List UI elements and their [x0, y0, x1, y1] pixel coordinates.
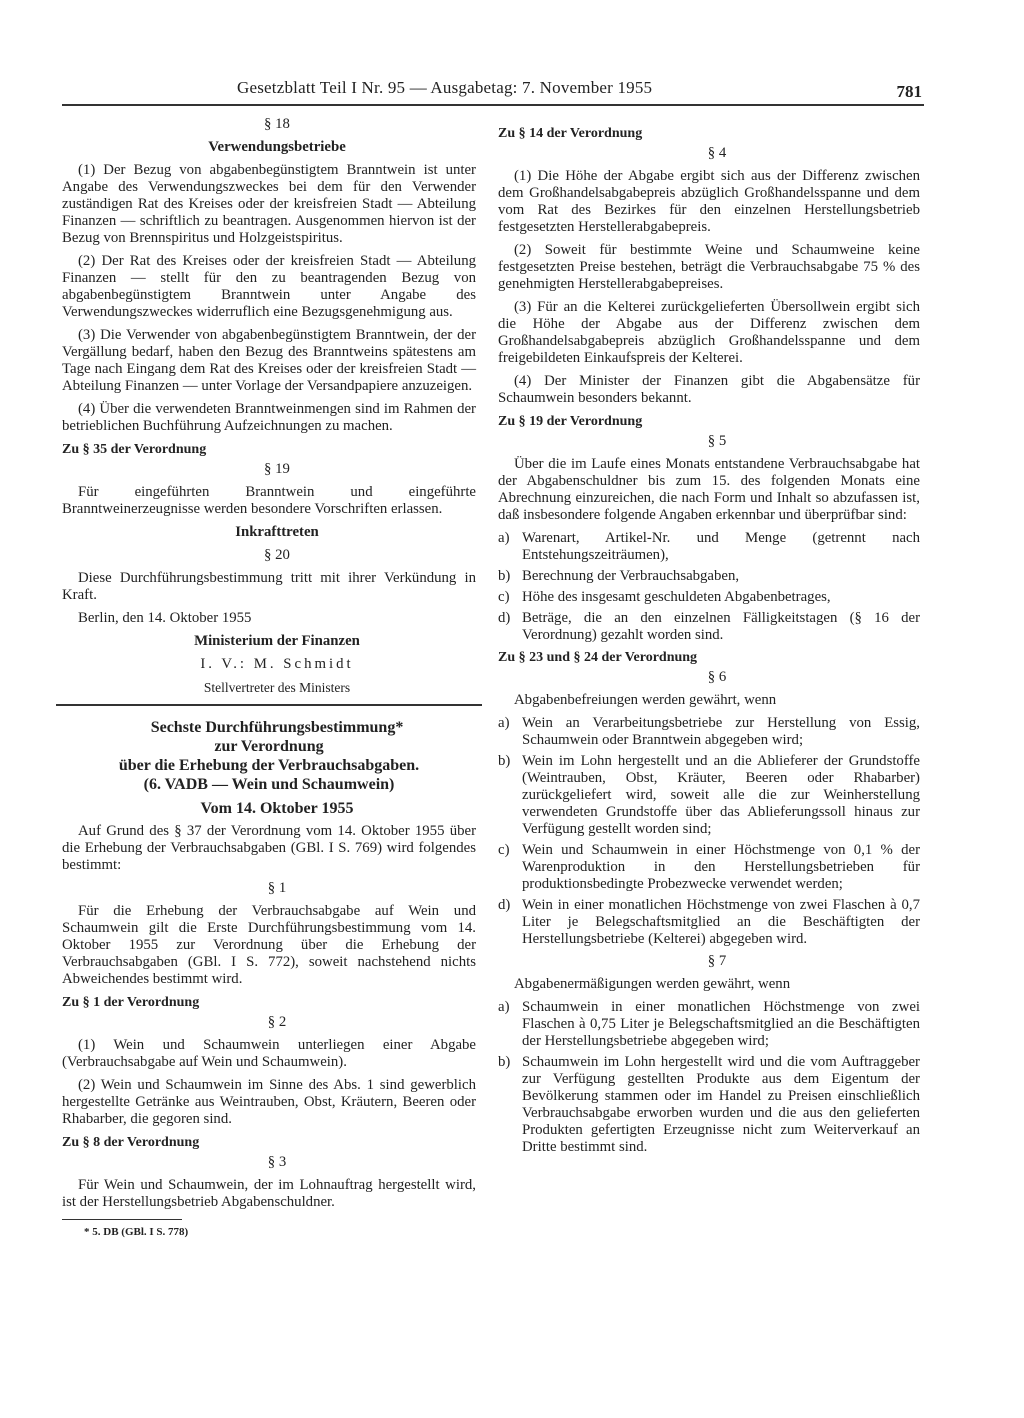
- list-item-text: Wein in einer monatlichen Höchstmenge von zwei Flaschen à 0,7 Liter je Belegschaftsmitglied an die Beschäftigten der Herstellungsbetriebe (Kelterei) abgegeben wird.: [522, 897, 920, 947]
- paragraph: (4) Der Minister der Finanzen gibt die Abgabensätze für Schaumwein besonders bekannt.: [498, 373, 920, 406]
- list-item-label: a): [498, 999, 510, 1015]
- paragraph: (2) Wein und Schaumwein im Sinne des Abs. 1 sind gewerblich hergestellte Getränke aus Weintrauben, Obst, Kräutern, Beeren oder Rhabarber, die gegoren sind.: [62, 1077, 476, 1127]
- signature: [62, 656, 476, 673]
- list-item-label: a): [498, 530, 510, 546]
- paragraph: (1) Die Höhe der Abgabe ergibt sich aus der Differenz zwischen dem Großhandelsabgabepreis abzüglich Großhandelsspanne und dem vom Rat des Bezirkes für den einzelnen Herstellungsbetrieb festgesetzten Herstellerabgabepreis.: [498, 168, 920, 235]
- section-title: Inkrafttreten: [235, 524, 319, 540]
- paragraph: (1) Der Bezug von abgabenbegünstigtem Branntwein ist unter Angabe des Verwendungszweckes bei dem für den Verwender zuständigen Rat des Kreises oder der kreisfreien Stadt — Abteilung Finanzen — schriftlich zu beantragen. Ausgenommen hiervon ist der Bezug von Brennspiritus und Holzgeistspiritus.: [62, 162, 476, 246]
- decree-date: Vom 14. Oktober 1955: [200, 800, 354, 817]
- list-item: [498, 897, 920, 948]
- list-item-text: Wein an Verarbeitungsbetriebe zur Herstellung von Essig, Schaumwein oder Branntwein abgegeben wird;: [522, 715, 920, 748]
- regulation-reference: Zu § 14 der Verordnung: [498, 126, 643, 141]
- list-item-text: Berechnung der Verbrauchsabgaben,: [522, 568, 740, 584]
- section-number: § 4: [707, 145, 727, 161]
- list-item-text: Warenart, Artikel-Nr. und Menge (getrennt nach Entstehungszeiträumen),: [522, 530, 920, 563]
- list-item-text: Schaumwein in einer monatlichen Höchstmenge von zwei Flaschen à 0,75 Liter je Belegschaftsmitglied an die Beschäftigten der Herstellungsbetriebe abgegeben wird;: [522, 999, 920, 1049]
- decree-title-line: zur Verordnung: [214, 738, 324, 755]
- list-item-label: c): [498, 842, 510, 858]
- place-date: Berlin, den 14. Oktober 1955: [78, 610, 252, 626]
- list-item: [498, 1054, 920, 1156]
- paragraph: Für Wein und Schaumwein, der im Lohnauftrag hergestellt wird, ist der Herstellungsbetrieb Abgabenschuldner.: [62, 1177, 476, 1210]
- section-number: § 7: [707, 953, 727, 969]
- paragraph: Auf Grund des § 37 der Verordnung vom 14. Oktober 1955 über die Erhebung der Verbrauchsabgaben (GBl. I S. 769) wird folgendes bestimmt:: [62, 823, 476, 873]
- list-item-text: Wein und Schaumwein in einer Höchstmenge von 0,1 % der Warenproduktion in den Herstellungsbetrieben für produktionsbedingte Probezwecke verwendet werden;: [522, 842, 920, 892]
- list-item-label: d): [498, 897, 511, 913]
- section-number: § 6: [707, 669, 727, 685]
- footnote: * 5. DB (GBl. I S. 778): [84, 1226, 189, 1238]
- list-item-label: c): [498, 589, 510, 605]
- paragraph: Über die im Laufe eines Monats entstandene Verbrauchsabgabe hat der Abgabenschuldner bis zum 15. des folgenden Monats eine Abrechnung einzureichen, die nach Form und Inhalt so abzufassen ist, daß insbesondere folgende Angaben erkennbar und überprüfbar sind:: [498, 456, 920, 523]
- page-header: [62, 76, 924, 106]
- paragraph: (1) Wein und Schaumwein unterliegen einer Abgabe (Verbrauchsabgabe auf Wein und Schaumwein).: [62, 1037, 476, 1070]
- section-title: Verwendungsbetriebe: [208, 139, 346, 155]
- paragraph: (2) Der Rat des Kreises oder der kreisfreien Stadt — Abteilung Finanzen — stellt für den zu beantragenden Bezug von abgabenbegünstigtem Branntwein unter Angabe des Verwendungszweckes widerruflich eine Bezugsgenehmigung aus.: [62, 253, 476, 320]
- list-item-label: b): [498, 753, 511, 769]
- list-item-text: Beträge, die an den einzelnen Fälligkeitstagen (§ 16 der Verordnung) gezahlt worden sind.: [522, 610, 920, 643]
- list-s6: [498, 715, 920, 948]
- list-item-text: Schaumwein im Lohn hergestellt wird und die vom Auftraggeber zur Verfügung gestellten Produkte aus dem Eigentum der Bevölkerung stammen oder im Handel zu Preisen einschließlich Verbrauchsabgabe erworben wurden und die aus den gelieferten Produkten gefertigten Erzeugnisse nicht zum Weiterverkauf an Dritte bestimmt sind.: [522, 1054, 920, 1155]
- list-item-label: b): [498, 568, 511, 584]
- ministry-name: Ministerium der Finanzen: [194, 633, 360, 649]
- header-title: Gesetzblatt Teil I Nr. 95 — Ausgabetag: 7. November 1955: [237, 78, 653, 97]
- section-number: § 3: [267, 1154, 287, 1170]
- list-s7: [498, 999, 920, 1156]
- paragraph: (3) Die Verwender von abgabenbegünstigtem Branntwein, der der Vergällung bedarf, haben den Bezug des Branntweins spätestens am Tage nach Eingang dem Rat des Kreises oder der kreisfreien Stadt — Abteilung Finanzen — unter Vorlage der Versandpapiere anzuzeigen.: [62, 327, 476, 394]
- list-item: [498, 753, 920, 838]
- section-divider: [56, 704, 482, 706]
- paragraph: (2) Soweit für bestimmte Weine und Schaumweine keine festgesetzten Preise bestehen, beträgt die Verbrauchsabgabe 75 % des genehmigten Herstellerabgabepreises.: [498, 242, 920, 292]
- paragraph: Abgabenermäßigungen werden gewährt, wenn: [514, 976, 791, 992]
- section-number: § 19: [264, 461, 290, 477]
- list-item: [498, 842, 920, 893]
- paragraph: Für eingeführten Branntwein und eingeführte Branntweinerzeugnisse werden besondere Vorschriften erlassen.: [62, 484, 476, 517]
- paragraph: Abgabenbefreiungen werden gewährt, wenn: [514, 692, 777, 708]
- regulation-reference: Zu § 1 der Verordnung: [62, 995, 200, 1010]
- list-item: [498, 999, 920, 1050]
- list-item-label: a): [498, 715, 510, 731]
- footnote-divider: [62, 1219, 182, 1220]
- left-column: [62, 116, 476, 1247]
- paragraph: (3) Für an die Kelterei zurückgelieferten Übersollwein ergibt sich die Höhe der Abgabe aus der Differenz zwischen dem Großhandelsabgabepreis abzüglich Großhandelsspanne und dem freigebildeten Einkaufspreis der Kelterei.: [498, 299, 920, 366]
- decree-title-line: (6. VADB — Wein und Schaumwein): [143, 776, 395, 793]
- list-item: [498, 589, 920, 606]
- list-item-text: Höhe des insgesamt geschuldeten Abgabenbetrages,: [522, 589, 831, 605]
- list-item: [498, 568, 920, 585]
- page-number: 781: [896, 82, 922, 101]
- section-number: § 20: [264, 547, 290, 563]
- paragraph: Für die Erhebung der Verbrauchsabgabe auf Wein und Schaumwein gilt die Erste Durchführungsbestimmung vom 14. Oktober 1955 zur Verordnung über die Erhebung der Verbrauchsabgaben (GBl. I S. 772), soweit nachstehend nichts Abweichendes bestimmt wird.: [62, 903, 476, 987]
- signer-role: Stellvertreter des Ministers: [203, 680, 351, 695]
- list-item-label: d): [498, 610, 511, 626]
- regulation-reference: Zu § 8 der Verordnung: [62, 1135, 200, 1150]
- regulation-reference: Zu § 19 der Verordnung: [498, 414, 643, 429]
- section-number: § 1: [267, 880, 287, 896]
- list-item: [498, 610, 920, 644]
- section-number: § 2: [267, 1014, 287, 1030]
- regulation-reference: Zu § 23 und § 24 der Verordnung: [498, 650, 698, 665]
- list-s5: [498, 530, 920, 644]
- signature-text: I. V.: M. Schmidt: [200, 656, 354, 672]
- regulation-reference: Zu § 35 der Verordnung: [62, 442, 207, 457]
- right-column: [498, 123, 920, 1161]
- section-number: § 5: [707, 433, 727, 449]
- list-item-label: b): [498, 1054, 511, 1070]
- list-item: [498, 530, 920, 564]
- paragraph: (4) Über die verwendeten Branntweinmengen sind im Rahmen der betrieblichen Buchführung Aufzeichnungen zu machen.: [62, 401, 476, 434]
- section-number: § 18: [264, 116, 290, 132]
- list-item: [498, 715, 920, 749]
- decree-title-line: über die Erhebung der Verbrauchsabgaben.: [118, 757, 420, 774]
- decree-title-line: Sechste Durchführungsbestimmung*: [150, 719, 404, 736]
- list-item-text: Wein im Lohn hergestellt und an die Ablieferer der Grundstoffe (Weintrauben, Obst, Kräuter, Beeren oder Rhabarber) zurückgeliefert wird, soweit alle die zur Weinherstellung verwendeten Grundstoffe über das Ablieferungssoll hinaus zur Verfügung gestellt worden sind;: [522, 753, 920, 837]
- decree-title: [62, 718, 476, 794]
- paragraph: Diese Durchführungsbestimmung tritt mit ihrer Verkündung in Kraft.: [62, 570, 476, 603]
